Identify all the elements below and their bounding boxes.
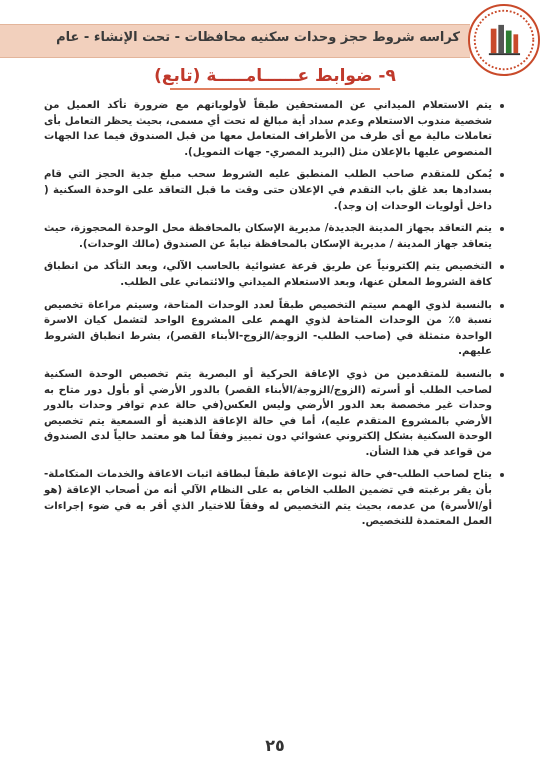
rule-item: يتاح لصاحب الطلب-في حالة ثبوت الإعاقة طبقاً لبطاقة اثبات الاعاقة والخدمات المتكاملة- بأن يقر برغبته في تضمين الطلب الخاص به على النظام الآلي أنه من أصحاب الإعاقة (هو أو/الأسرة) من عدمه، بحيث يتم التخصيص له وفقاً للاختيار الذي أقر به في ضوء إجراءات العمل المعتمدة للتخصيص.	[44, 467, 492, 529]
rules-list	[44, 98, 506, 530]
rule-item: التخصيص يتم إلكترونياً عن طريق قرعة عشوائية بالحاسب الآلي، وبعد التأكد من انطباق كافة الشروط المعلن عنها، وبعد الاستعلام الميداني والائتماني على الطلب.	[44, 259, 492, 290]
document-title: كراسه شروط حجز وحدات سكنيه محافظات - تحت الإنشاء - عام	[56, 30, 460, 45]
rule-item: يتم التعاقد بجهاز المدينة الجديدة/ مديرية الإسكان بالمحافظة محل الوحدة المحجوزة، حيث يتعاقد جهاز المدينة / مديرية الإسكان بالمحافظة نيابةً عن الصندوق (مالك الوحدات).	[44, 221, 492, 252]
rule-item: يُمكن للمتقدم صاحب الطلب المنطبق عليه الشروط سحب مبلغ جدية الحجز التي قام بسدادها بعد غلق باب التقدم في الإعلان حتى وقت ما قبل التعاقد على الوحدة السكنية ( داخل أولويات الوحدات إن وجد).	[44, 167, 492, 214]
rule-item: يتم الاستعلام الميداني عن المستحقين طبقاً لأولوياتهم مع ضرورة تأكد العميل من شخصية مندوب الاستعلام وعدم سداد أية مبالغ له تحت أي مسمى، بحيث يحظر التعامل بأى تعاملات مالية مع أى طرف من الأطراف المتعامل معها من قبل الصندوق فيما عدا الجهات المنصوص عليها بالإعلان مثل (البريد المصري- جهات التمويل).	[44, 98, 492, 160]
rules-body	[44, 98, 506, 537]
section-title: ٩- ضوابط عــــــامـــــة (تابع)	[154, 66, 396, 86]
rule-item: بالنسبة للمتقدمين من ذوي الإعاقة الحركية أو البصرية يتم تخصيص الوحدة السكنية لصاحب الطلب أو أسرته (الزوج/الزوجة/الأبناء القصر) بالدور الأرضي أو بأول دور متاح به وحدات غير مخصصة بعد الدور الأرضي وليس العكس(في حالة عدم توافر وحدات بالدور الأرضي بالمشروع المتقدم عليه)، أما في حالة الإعاقة الذهنية أو السمعية يتم تخصيص الوحدة السكنية بشكل إلكتروني عشوائي دون تمييز وفقاً لما هو معتمد حالياً لدى الصندوق من قواعد في هذا الشأن.	[44, 367, 492, 461]
title-underline	[170, 88, 380, 90]
rule-item: بالنسبة لذوي الهمم سيتم التخصيص طبقاً لعدد الوحدات المتاحة، وسيتم مراعاة تخصيص نسبة ٥٪ من الوحدات المتاحة لذوي الهمم على المشروع الواحد لتشمل كيان الاسرة الواحدة متمثلة في (صاحب الطلب- الزوجة/الزوج-الأبناء القصر)، بشرط انطباق الشروط عليهم.	[44, 298, 492, 360]
page-number: ٢٥	[265, 736, 285, 755]
